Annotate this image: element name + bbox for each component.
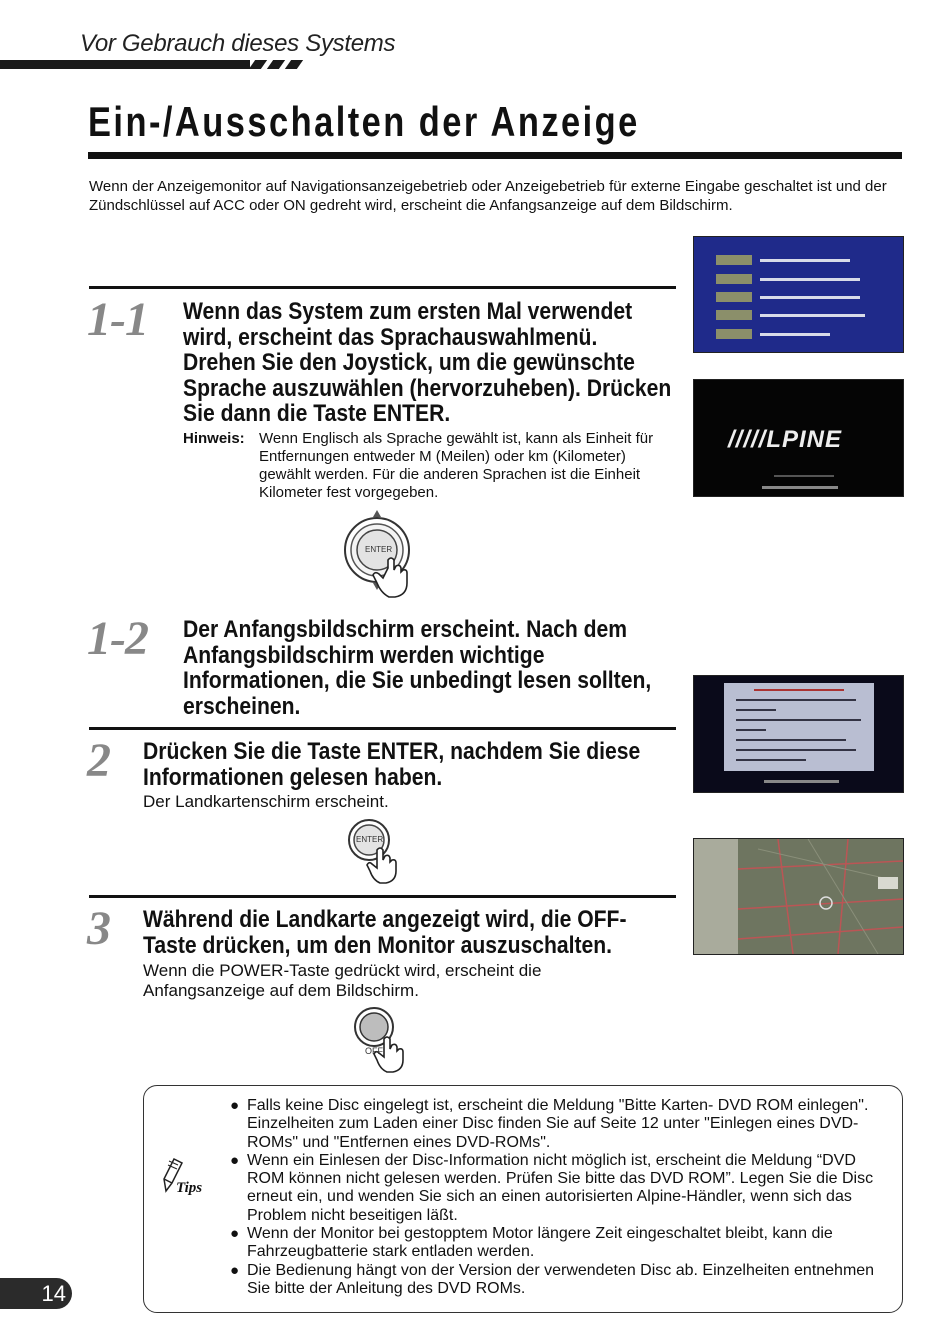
tip-item: ● Die Bedienung hängt von der Version der verwendeten Disc ab. Einzelheiten entnehmen Sie bitte der Anleitung des DVD ROMs. [230,1262,890,1299]
tip-item: ● Falls keine Disc eingelegt ist, erscheint die Meldung "Bitte Karten- DVD ROM einlegen". Einzelheiten zum Laden einer Disc finden Sie auf Seite 12 unter "Einlegen eines DVD-ROMs" und "Entfernen eines DVD-ROMs". [230,1097,890,1152]
note-label: Hinweis: [183,430,245,447]
joystick-illustration [340,508,420,608]
step-divider [89,727,676,730]
map-screenshot [693,838,904,955]
startup-subtitle [774,475,834,477]
step-number: 1-2 [87,612,148,665]
information-screenshot [693,675,904,793]
step-heading: Wenn das System zum ersten Mal verwendet wird, erscheint das Sprachauswahlmenü. Drehen Sie den Joystick, um die gewünschte Sprache auszuwählen (hervorzuheben). Drücken Sie dann die Taste ENTER. [183,298,672,427]
tips-list [230,1097,890,1298]
step-divider [89,286,676,289]
tip-item: ● Wenn ein Einlesen der Disc-Information nicht möglich ist, erscheint die Meldung “DVD ROM können nicht gelesen werden. Prüfen Sie bitte das DVD ROM”. Legen Sie die Disc erneut ein, und wenden Sie sich an einen autorisierten Alpine-Händler, wenn sich das Problem nicht beseitigen läßt. [230,1152,890,1225]
enter-label: ENTER [365,545,393,554]
step-text: Der Landkartenschirm erscheint. [143,792,389,811]
title-rule [88,152,902,159]
step-text: Wenn die POWER-Taste gedrückt wird, erscheint die Anfangsanzeige auf dem Bildschirm. [143,961,542,1000]
information-panel [724,683,874,771]
page-title: Ein-/Ausschalten der Anzeige [88,98,640,145]
tip-item: ● Wenn der Monitor bei gestopptem Motor längere Zeit eingeschaltet bleibt, kann die Fahrzeugbatterie stark entladen werden. [230,1225,890,1262]
header-slash [267,60,285,69]
intro-text: Wenn der Anzeigemonitor auf Navigationsanzeigebetrieb oder Anzeigebetrieb für externe Eingabe geschaltet ist und der Zündschlüssel auf ACC oder ON gedreht wird, erscheint die Anfangsanzeige auf dem Bildschirm. [89,178,887,214]
header-slash [249,60,267,69]
step-number: 1-1 [87,293,148,346]
step-heading: Drücken Sie die Taste ENTER, nachdem Sie diese Informationen gelesen haben. [143,738,641,791]
enter-button-illustration [345,818,415,888]
section-title: Vor Gebrauch dieses Systems [80,30,396,57]
language-menu-screenshot [693,236,904,353]
step-number: 3 [87,902,110,955]
note-text: Wenn Englisch als Sprache gewählt ist, kann als Einheit für Entfernungen entweder M (Meilen) oder km (Kilometer) gewählt werden. Für die anderen Sprachen ist die Einheit Kilometer fest vorgegeben. [259,430,654,501]
map-roads [738,839,903,954]
off-button-illustration [350,1005,420,1075]
step-divider [89,895,676,898]
map-sidebar [694,839,738,954]
header-bar [0,60,250,69]
alpine-logo: /////LPINE [728,426,843,453]
step-heading: Der Anfangsbildschirm erscheint. Nach dem Anfangsbildschirm werden wichtige Informationen, die Sie unbedingt lesen sollten, erscheinen. [183,616,652,720]
step-heading: Während die Landkarte angezeigt wird, die OFF-Taste drücken, um den Monitor auszuschalten. [143,906,627,959]
header-slash [285,60,303,69]
off-label: OFF [365,1046,383,1056]
enter-label: ENTER [356,835,384,844]
page-number: 14 [0,1278,72,1309]
startup-subtitle [762,486,838,489]
tips-label: Tips [176,1180,203,1196]
step-number: 2 [87,734,110,787]
alpine-startup-screenshot [693,379,904,497]
